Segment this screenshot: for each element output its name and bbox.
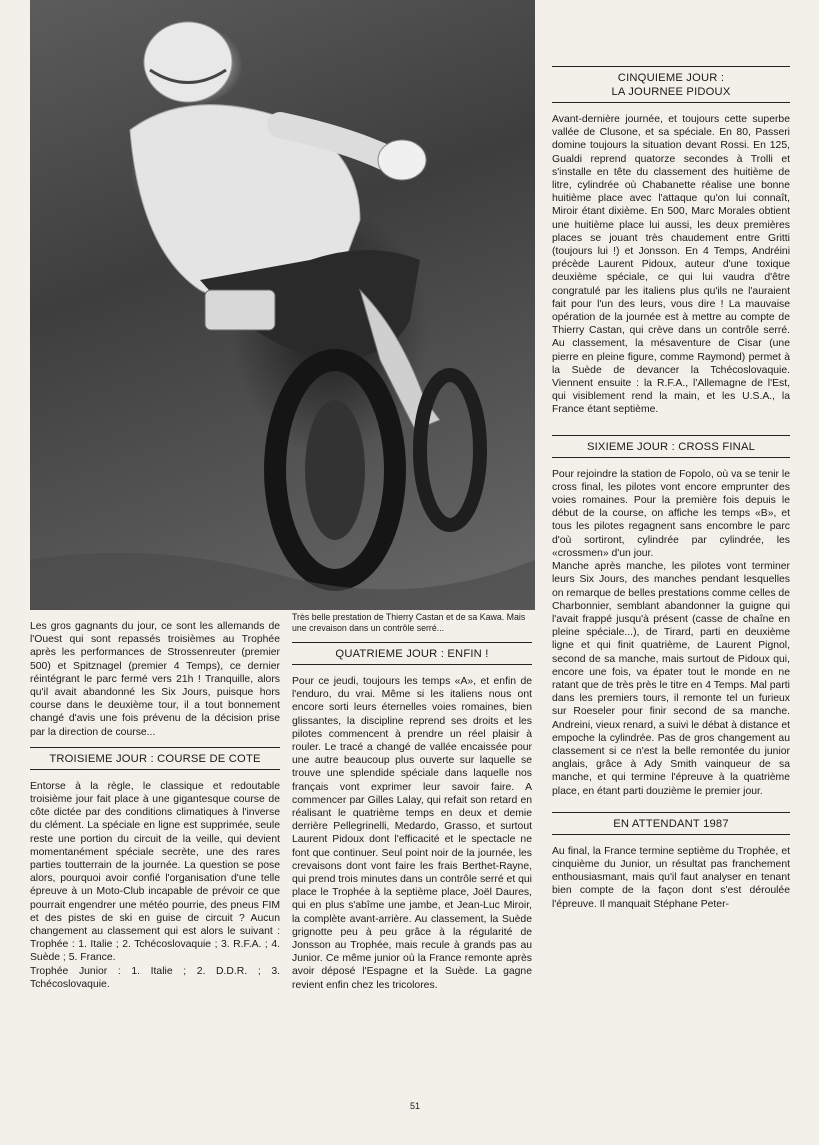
- heading-line-2: LA JOURNEE PIDOUX: [611, 86, 731, 98]
- section-heading-day6: [552, 435, 790, 458]
- motocross-photo: [30, 0, 535, 610]
- day3-body: Entorse à la règle, le classique et redoutable troisième jour fait place à une gigantesque course de côte dictée par des conditions climatiques à l'inverse du clément. La spéciale en ligne est supprimée, seule reste une portion du circuit de la veille, qui devient momentanément spéciale secrète, une des rares parties toutterrain de la journée. La question se pose alors, pourquoi avoir confié l'organisation d'une telle épreuve à un Moto-Club incapable de prévoir ce que pourrait engendrer une météo pourrie, des pneus FIM et des pistes de ski en guise de circuit ? Aucun changement au classement qui est alors le suivant : Trophée : 1. Italie ; 2. Tchécoslovaquie ; 3. R.F.A. ; 4. Suède ; 5. France.: [30, 780, 280, 964]
- column-right: [552, 66, 790, 911]
- intro-paragraph: Les gros gagnants du jour, ce sont les allemands de l'Ouest qui sont repassés troisièmes au Trophée après les performances de Strossenreuter (premier 500) et Spitznagel (premier 4 Temps), ce dernier réintégrant le parc fermé vers 21h ! Tranquille, alors qu'il avait abandonné les Six Jours, puisque hors course dans le deuxième tour, il a tout bonnement changé d'avis une fois prévenu de la décision prise par la direction de course...: [30, 621, 280, 738]
- heading-text: EN ATTENDANT 1987: [613, 817, 729, 830]
- section-heading-day4: [292, 642, 532, 665]
- day4-body: Pour ce jeudi, toujours les temps «A», et enfin de l'enduro, du vrai. Même si les italiens nous ont encore sorti leurs éternelles voies romaines, bien glissantes, la discipline reprend ses droits et les pilotes commencent à prendre un réel plaisir à rouler. Le tracé a changé de vallée encaissée pour une autre beaucoup plus ouverte sur laquelle se trouve une splendide spéciale dans laquelle nos français vont exprimer leur savoir faire. A commencer par Gilles Lalay, qui refait son retard en réalisant le quatrième temps en deux et demie derrière Pellegrinelli, Medardo, Grasso, et surtout Laurent Pidoux dont l'efficacité et le spectacle ne font que continuer. Seul point noir de la journée, les crevaisons dont vont faire les frais Berthet-Rayne, qui prend trois minutes dans un contrôle serré et qui place le Trophée à la septième place, Joël Daures, qui en plus s'abîme une jambe, et Jean-Luc Miroir, la complète avant-arrière. Au classement, la Suède grignotte peu à peu grâce à la régularité de Jonsson au Trophée, mais recule à grands pas au Junior. Ce même junior où la France remonte après avoir déposé l'Espagne et la Suède. La gagne revient enfin chez les tricolores.: [292, 676, 532, 991]
- page-number: 51: [409, 1101, 420, 1111]
- junior-ranking: Trophée Junior : 1. Italie ; 2. D.D.R. ; 3. Tchécoslovaquie.: [30, 965, 280, 990]
- section-heading-day3: [30, 747, 280, 770]
- heading-line-1: CINQUIEME JOUR :: [617, 72, 725, 84]
- column-left: [30, 620, 280, 991]
- day5-body: Avant-dernière journée, et toujours cette superbe vallée de Clusone, et sa spéciale. En 80, Passeri domine toujours la situation devant Rossi. En 125, Gualdi reprend quatorze secondes à Trolli et s'installe en tête du classement des huitième de litre, cylindrée où Chabanette réalise une bonne huitième place avec l'attaque qu'on lui connaît, Miroir étant dixième. En 500, Marc Morales obtient une huitième place lui aussi, les deux premières places se jouant très chaudement entre Gritti (toujours lui !) et Jonsson. En 4 Temps, Andréini précède Laurent Pidoux, auteur d'une toxique deuxième spéciale, ce qui lui vaudra d'être congratulé par les italiens plus qu'ils ne l'auraient fait pour l'un des leurs, vous dire ! La mauvaise opération de la journée est à mettre au compte de Thierry Castan, qui crève dans un contrôle serré. Au classement, la mésaventure de Cisar (une pierre en pleine figure, comme Raymond) permet à la Suède de devancer la Tchécoslovaquie. Viennent ensuite : la R.F.A., l'Allemagne de l'Est, qui visiblement rend la main, et les U.S.A., la France étant septième.: [552, 114, 790, 416]
- photo-caption: Très belle prestation de Thierry Castan et de sa Kawa. Mais une crevaison dans un contrôle serré...: [292, 612, 526, 633]
- heading-text: SIXIEME JOUR : CROSS FINAL: [586, 440, 756, 453]
- section-heading-day5: [552, 66, 790, 103]
- column-middle: [292, 612, 532, 992]
- conclusion-body: Au final, la France termine septième du Trophée, et cinquième du Junior, un résultat pas franchement enthousiasmant, mais qu'il faut analyser en tenant bien compte de la façon dont s'est déroulée l'épreuve. Il manquait Stéphane Peter-: [552, 845, 790, 910]
- day6-body-part1: Pour rejoindre la station de Fopolo, où va se tenir le cross final, les pilotes vont encore emprunter des voies romaines. Pour la première fois depuis le début de la course, on affiche les temps «B», et tous les pilotes regagnent sans encombre le parc d'où sortiront, cylindrée par cylindrée, les «crossmen» d'un jour.: [552, 468, 790, 559]
- heading-text: QUATRIEME JOUR : ENFIN !: [335, 648, 489, 660]
- section-heading-1987: [552, 812, 790, 835]
- day6-body-part2: Manche après manche, les pilotes vont terminer leurs Six Jours, des manches pendant lesquelles on remarque de belles prestations comme celles de Charbonnier, semblant abandonner la guigne qui l'avait frappé jusqu'à présent (casse de chaîne en pleine spéciale...), de Tirard, parti en deuxième ligne et qui finit quatrième, de Laurent Pignol, second de sa manche, mais surtout de Pidoux qui, encore une fois, va épater tout le monde en ne ratant que de très près le titre en 4 Temps. Mal parti dans les premiers tours, il remonte tel un furieux sur Roeseler pour finir second de sa manche. Andreini, vieux renard, a suivi le débat à distance et empoche la cylindrée. Pas de gros changement au classement si ce n'est la belle remontée du junior anglais, grâce à Ady Smith vainqueur de sa manche, et qui termine l'épreuve à la quatrième place, en étant parti douzième le premier jour.: [552, 561, 790, 797]
- heading-text: TROISIEME JOUR : COURSE DE COTE: [49, 752, 261, 765]
- rider-illustration: [30, 0, 535, 610]
